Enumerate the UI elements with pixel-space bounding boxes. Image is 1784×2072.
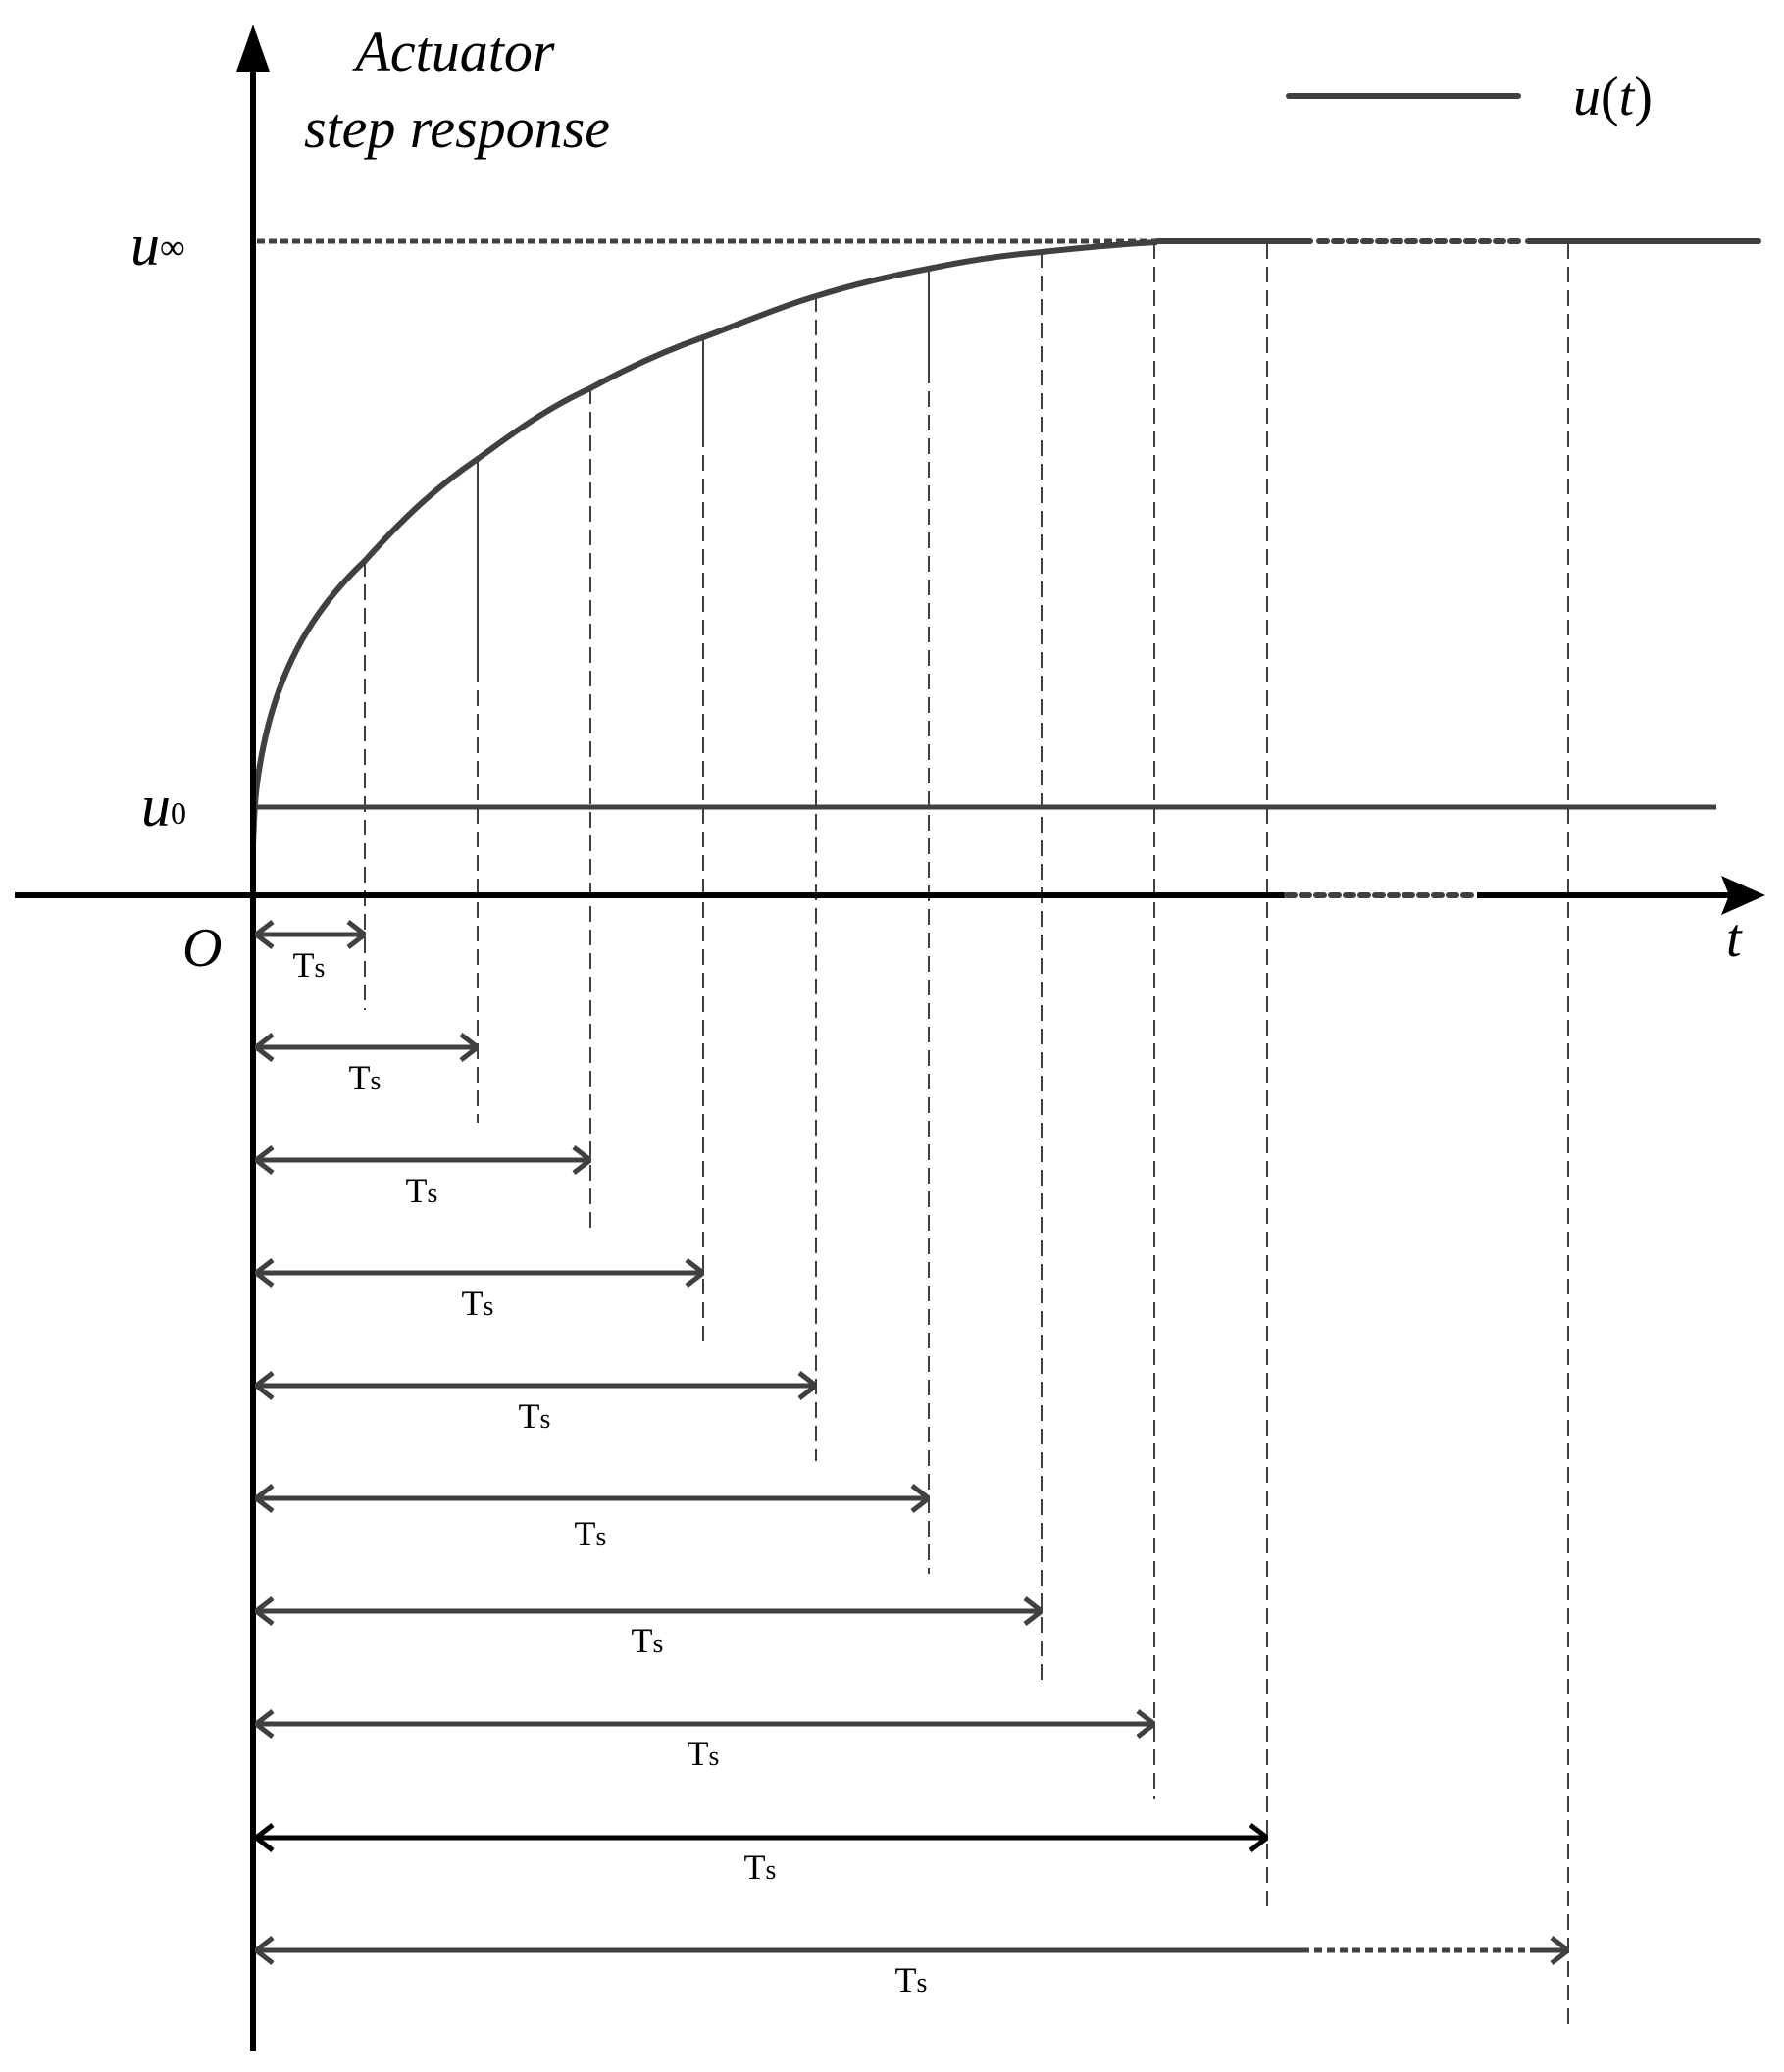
axis-labels bbox=[130, 213, 1743, 979]
interval-label-7: Ts bbox=[631, 1621, 664, 1660]
origin-label: O bbox=[182, 918, 223, 979]
interval-arrows bbox=[256, 935, 1568, 1950]
y-axis-arrowhead bbox=[236, 25, 270, 72]
interval-label-2: Ts bbox=[348, 1058, 382, 1097]
interval-labels bbox=[293, 945, 928, 1999]
interval-label-9: Ts bbox=[743, 1847, 777, 1887]
interval-label-4: Ts bbox=[461, 1284, 494, 1323]
interval-label-10: Ts bbox=[894, 1960, 928, 1999]
title-line-1: Actuator bbox=[355, 20, 555, 83]
u-inf-label: u∞ bbox=[130, 213, 185, 278]
sampling-guide-lines bbox=[365, 243, 1568, 2026]
legend-label: u(t) bbox=[1573, 67, 1653, 127]
interval-label-3: Ts bbox=[405, 1171, 438, 1210]
response-curve bbox=[253, 242, 1157, 843]
x-axis bbox=[15, 876, 1765, 915]
legend bbox=[1289, 67, 1653, 127]
u0-label: u0 bbox=[141, 774, 186, 838]
t-axis-label: t bbox=[1726, 908, 1742, 969]
interval-label-5: Ts bbox=[518, 1396, 551, 1436]
interval-label-8: Ts bbox=[687, 1734, 720, 1773]
chart-title bbox=[304, 20, 610, 160]
y-axis bbox=[236, 25, 270, 2051]
interval-label-1: Ts bbox=[292, 945, 326, 985]
title-line-2: step response bbox=[304, 96, 610, 160]
interval-label-6: Ts bbox=[574, 1514, 607, 1553]
